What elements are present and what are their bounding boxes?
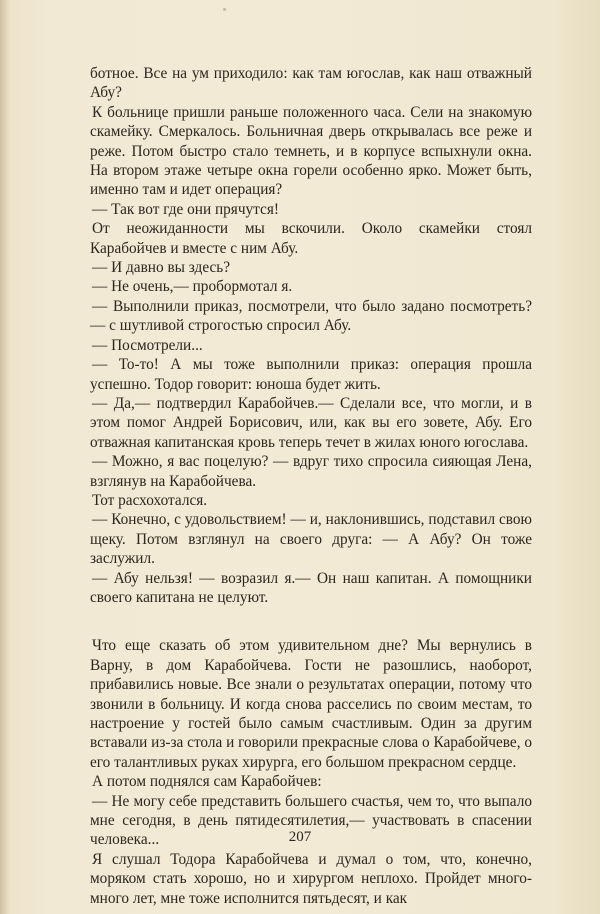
section-break bbox=[90, 607, 532, 636]
paragraph: К больнице пришли раньше положенного часа. Сели на знакомую скамейку. Смеркалось. Больничная дверь открывалась все реже и реже. Потом быстро стало темнеть, и в корпусе вспыхнули окна. На втором этаже четыре окна горели особенно ярко. Может быть, именно там и идет операция? bbox=[90, 103, 532, 199]
body-text bbox=[90, 64, 532, 908]
paragraph: Я слушал Тодора Карабойчева и думал о том, что, конечно, моряком стать хорошо, но и хирургом неплохо. Пройдет много-много лет, мне тоже исполнится пятьдесят, и как bbox=[90, 850, 532, 907]
paragraph: — Посмотрели... bbox=[92, 336, 203, 354]
page-edge-shadow bbox=[0, 0, 10, 914]
paragraph: А потом поднялся сам Карабойчев: bbox=[92, 773, 322, 791]
paragraph: — Не могу себе представить большего счастья, чем то, что выпало мне сегодня, в день пятидесятилетия,— участвовать в спасении человека... bbox=[90, 792, 532, 849]
paragraph: — Абу нельзя! — возразил я.— Он наш капитан. А помощники своего капитана не целуют. bbox=[90, 569, 532, 606]
page-number: 207 bbox=[288, 829, 312, 845]
paragraph: — Можно, я вас поцелую? — вдруг тихо спросила сияющая Лена, взглянув на Карабойчева. bbox=[90, 453, 532, 490]
paragraph: — То-то! А мы тоже выполнили приказ: операция прошла успешно. Тодор говорит: юноша будет жить. bbox=[90, 356, 532, 393]
paragraph: Тот расхохотался. bbox=[92, 491, 208, 509]
paragraph: — И давно вы здесь? bbox=[92, 259, 231, 277]
paragraph: — Конечно, с удовольствием! — и, наклонившись, подставил свою щеку. Потом взглянул на своего друга: — А Абу? Он тоже заслужил. bbox=[90, 511, 532, 568]
paragraph: — Да,— подтвердил Карабойчев.— Сделали все, что могли, и в этом помог Андрей Борисович, или, как вы его зовете, Абу. Его отважная капитанская кровь теперь течет в жилах юного югослава. bbox=[90, 394, 532, 451]
paragraph: ботное. Все на ум приходило: как там югослав, как наш отважный Абу? bbox=[90, 65, 532, 102]
paragraph: — Выполнили приказ, посмотрели, что было задано посмотреть? — с шутливой строгостью спросил Абу. bbox=[90, 297, 532, 335]
paragraph: От неожиданности мы вскочили. Около скамейки стоял Карабойчев и вместе с ним Абу. bbox=[90, 220, 532, 257]
paper-speck bbox=[223, 8, 226, 11]
paragraph: — Не очень,— пробормотал я. bbox=[92, 278, 293, 296]
paragraph: — Так вот где они прячутся! bbox=[92, 200, 279, 218]
paragraph: Что еще сказать об этом удивительном дне? Мы вернулись в Варну, в дом Карабойчева. Гости не разошлись, наоборот, прибавились новые. Все знали о результатах операции, потому что звонили в больницу. И когда снова расселись по своим местам, то настроение у гостей было самым счастливым. Один за другим вставали из-за стола и говорили прекрасные слова о Карабойчеве, о его талантливых руках хирурга, его большом прекрасном сердце. bbox=[90, 637, 533, 771]
